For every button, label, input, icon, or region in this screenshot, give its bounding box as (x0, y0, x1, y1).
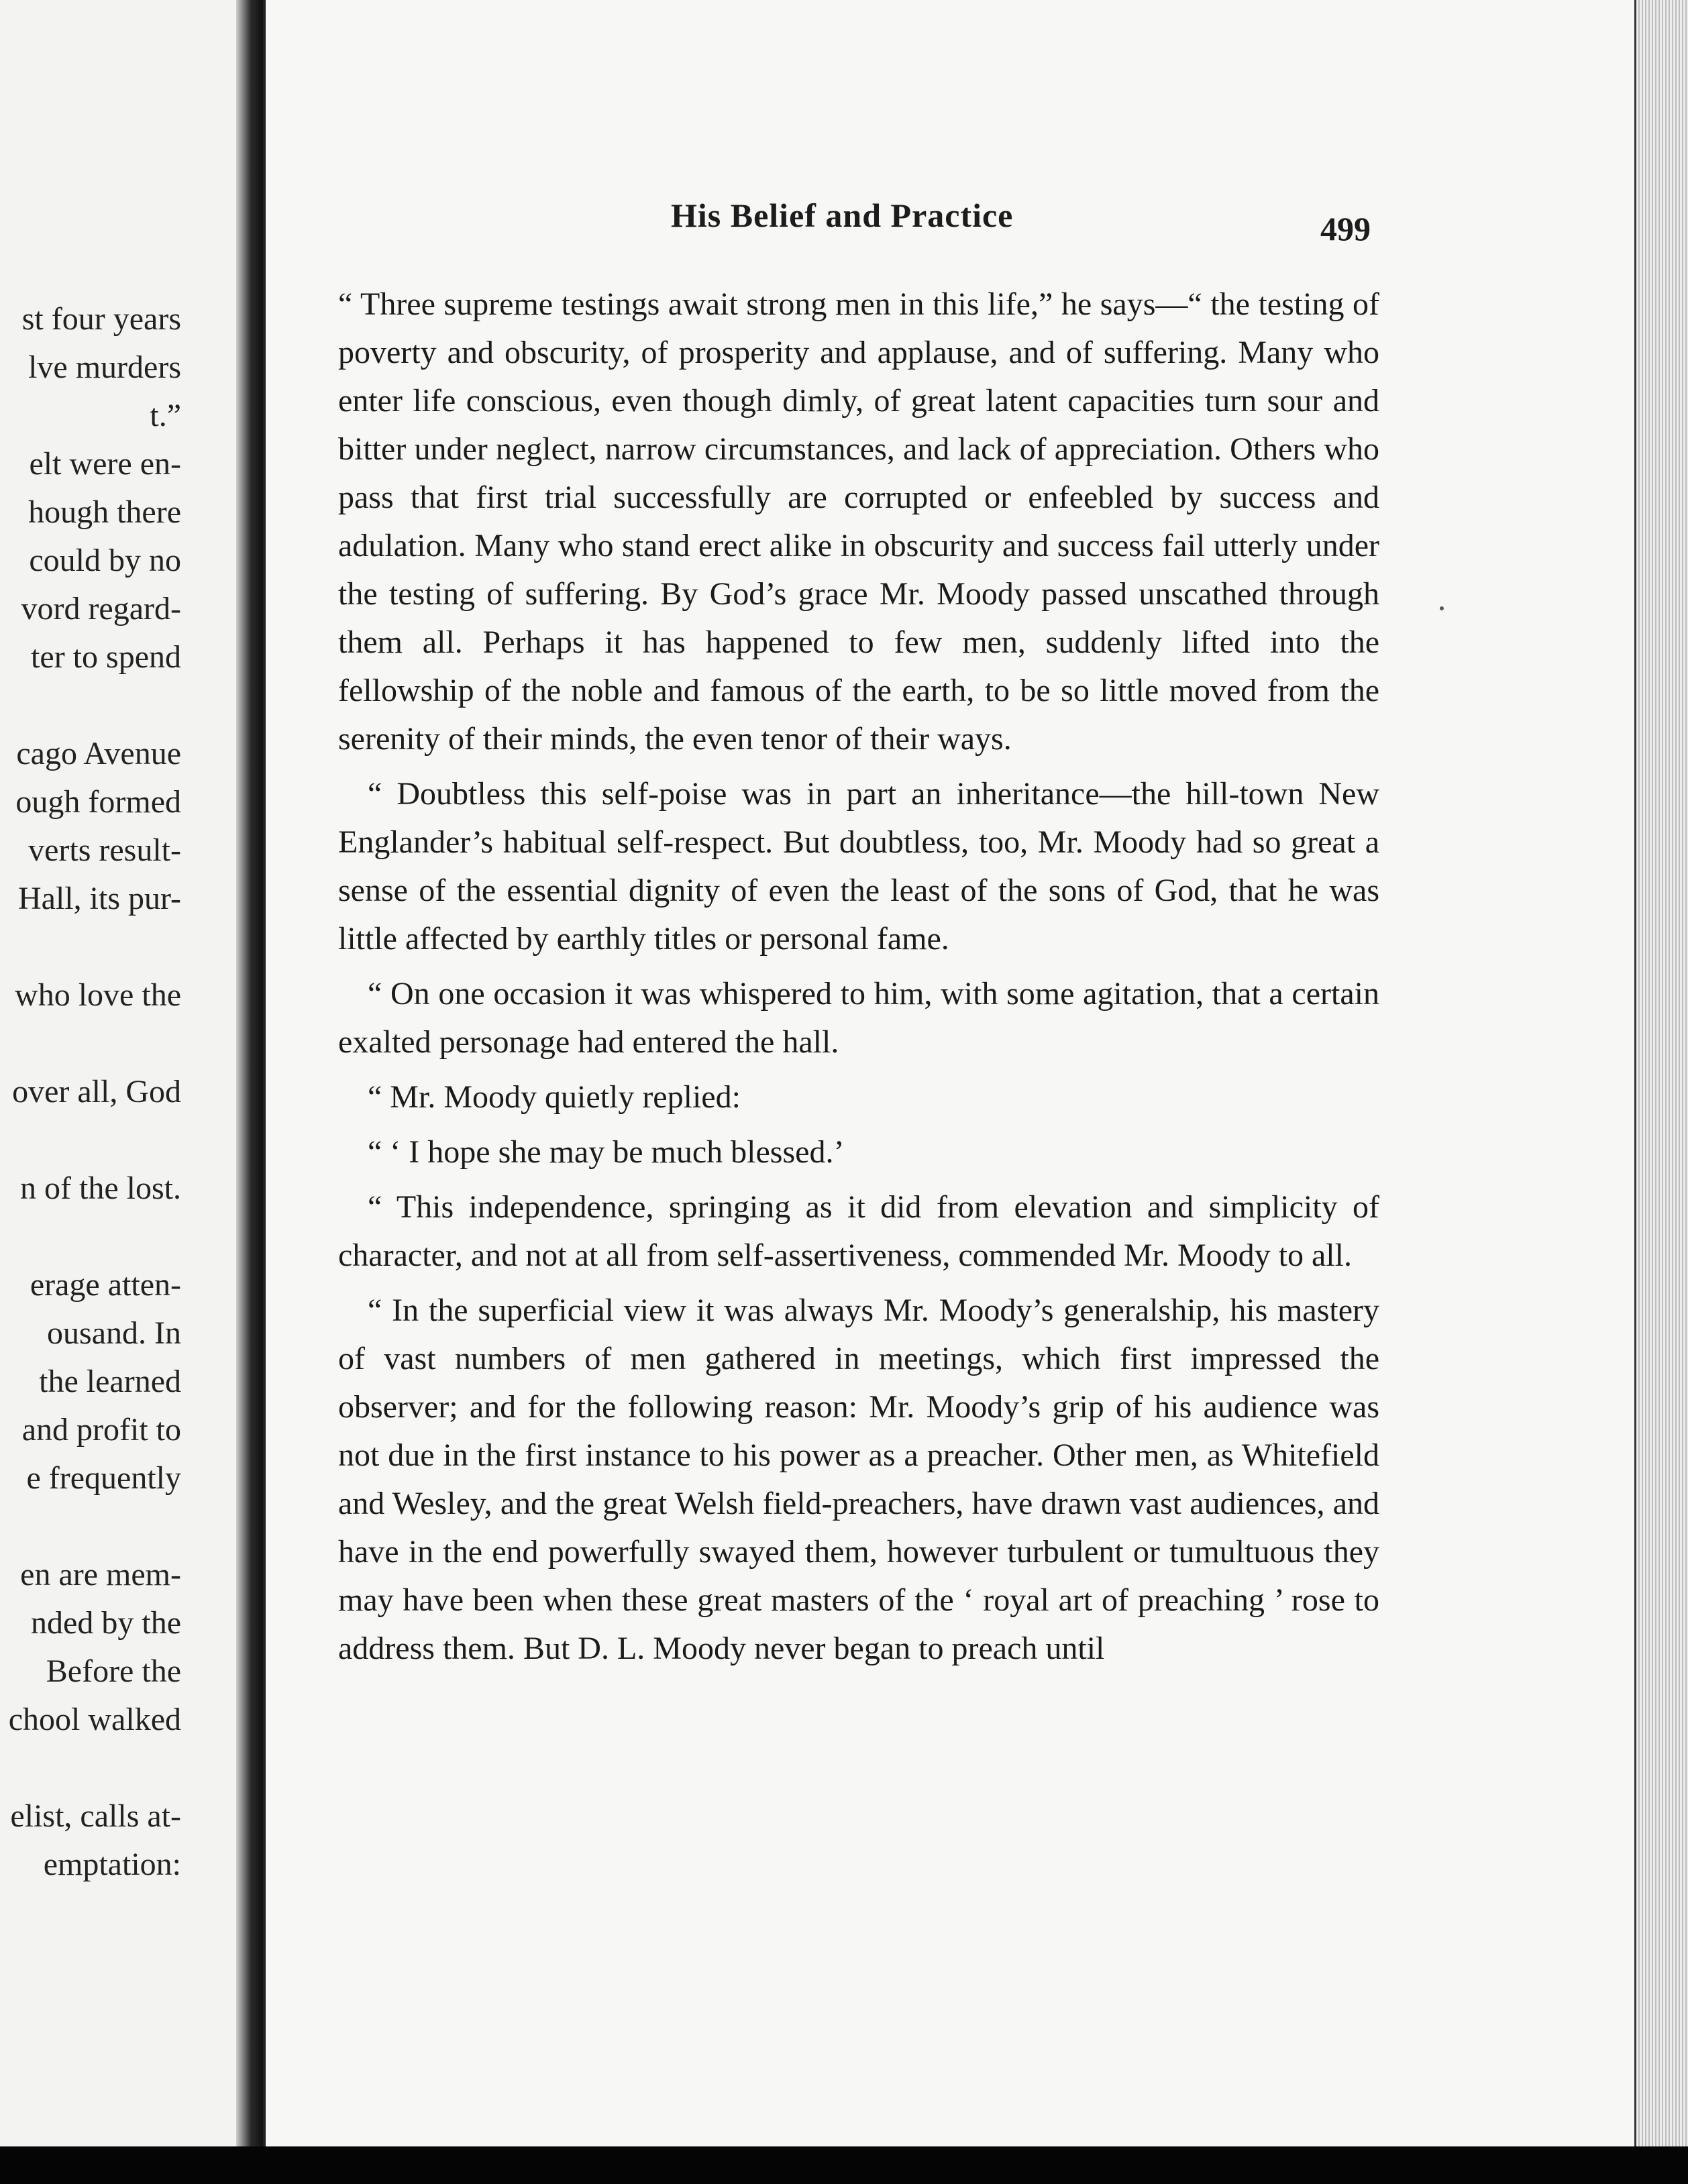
facing-line: chool walked (8, 1702, 181, 1737)
facing-line (9, 1213, 181, 1261)
facing-page-left (0, 0, 236, 2146)
facing-line: Hall, its pur- (18, 881, 181, 916)
facing-line: en are mem- (20, 1557, 181, 1592)
facing-line: emptation: (43, 1847, 181, 1882)
page-body (338, 280, 1379, 1673)
facing-line: vord regard- (21, 591, 181, 626)
facing-line (9, 1503, 181, 1551)
facing-line: e frequently (26, 1460, 181, 1496)
facing-line: who love the (15, 977, 181, 1013)
facing-line: the learned (39, 1364, 181, 1399)
facing-line (9, 681, 181, 730)
facing-line: t.” (150, 398, 181, 433)
facing-line (9, 1744, 181, 1792)
facing-line (9, 1116, 181, 1164)
paragraph: “ Mr. Moody quietly replied: (368, 1079, 741, 1115)
facing-line: elt were en- (29, 446, 181, 482)
paragraph: “ This independence, springing as it did from elevation and simplicity of character, and not at all from self-assertiveness, commended Mr. Moody to all. (338, 1189, 1379, 1273)
page-stack-edge (1634, 0, 1688, 2184)
paragraph: “ Three supreme testings await strong men in this life,” he says—“ the testing of poverty and obscurity, of prosperity and applause, and of suffering. Many who enter life conscious, even though dimly, of great latent capacities turn sour and bitter under neglect, narrow circumstances, and lack of appreciation. Others who pass that first trial successfully are corrupted or enfeebled by success and adulation. Many who stand erect alike in obscurity and success fail utterly under the testing of suffering. By God’s grace Mr. Moody passed unscathed through them all. Perhaps it has happened to few men, suddenly lifted into the fellowship of the noble and famous of the earth, to be so little moved from the serenity of their minds, the even tenor of their ways. (338, 286, 1379, 757)
facing-line (9, 923, 181, 971)
facing-line: n of the lost. (20, 1170, 181, 1206)
scan-bottom-border (0, 2146, 1688, 2184)
facing-page-text (9, 295, 181, 1889)
facing-line: ter to spend (31, 639, 181, 675)
page-number: 499 (1320, 210, 1371, 248)
paragraph: “ In the superficial view it was always Mr. Moody’s generalship, his mastery of vast numbers of men gathered in meetings, which first impressed the observer; and for the following reason: Mr. Moody’s grip of his audience was not due in the first instance to his power as a preacher. Other men, as Whitefield and Wesley, and the great Welsh field-preachers, have drawn vast audiences, and have in the end powerfully swayed them, however turbulent or tumultuous they may have been when these great masters of the ‘ royal art of preaching ’ rose to address them. But D. L. Moody never began to preach until (338, 1293, 1379, 1666)
paragraph: “ Doubtless this self-poise was in part an inheritance—the hill-town New Englander’s habitual self-respect. But doubtless, too, Mr. Moody had so great a sense of the essential dignity of even the least of the sons of God, that he was little affected by earthly titles or personal fame. (338, 776, 1379, 957)
facing-line: Before the (46, 1653, 181, 1689)
facing-line: ousand. In (47, 1315, 181, 1351)
margin-speck (1440, 606, 1444, 610)
facing-line: could by no (29, 543, 181, 578)
paragraph: “ On one occasion it was whispered to him, with some agitation, that a certain exalted personage had entered the hall. (338, 976, 1379, 1060)
running-header: His Belief and Practice (671, 197, 1014, 234)
facing-line: erage atten- (30, 1267, 181, 1303)
book-gutter (236, 0, 263, 2146)
facing-line: st four years (21, 301, 181, 337)
facing-line: elist, calls at- (10, 1798, 181, 1834)
facing-line (9, 1020, 181, 1068)
paragraph: “ ‘ I hope she may be much blessed.’ (368, 1134, 845, 1170)
facing-line: cago Avenue (16, 736, 181, 771)
facing-line: over all, God (12, 1074, 181, 1109)
facing-line: and profit to (21, 1412, 181, 1448)
facing-line: lve murders (28, 349, 181, 385)
facing-line: ough formed (15, 784, 181, 820)
facing-line: verts result- (28, 832, 181, 868)
facing-line: nded by the (31, 1605, 181, 1641)
facing-line: hough there (28, 494, 181, 530)
